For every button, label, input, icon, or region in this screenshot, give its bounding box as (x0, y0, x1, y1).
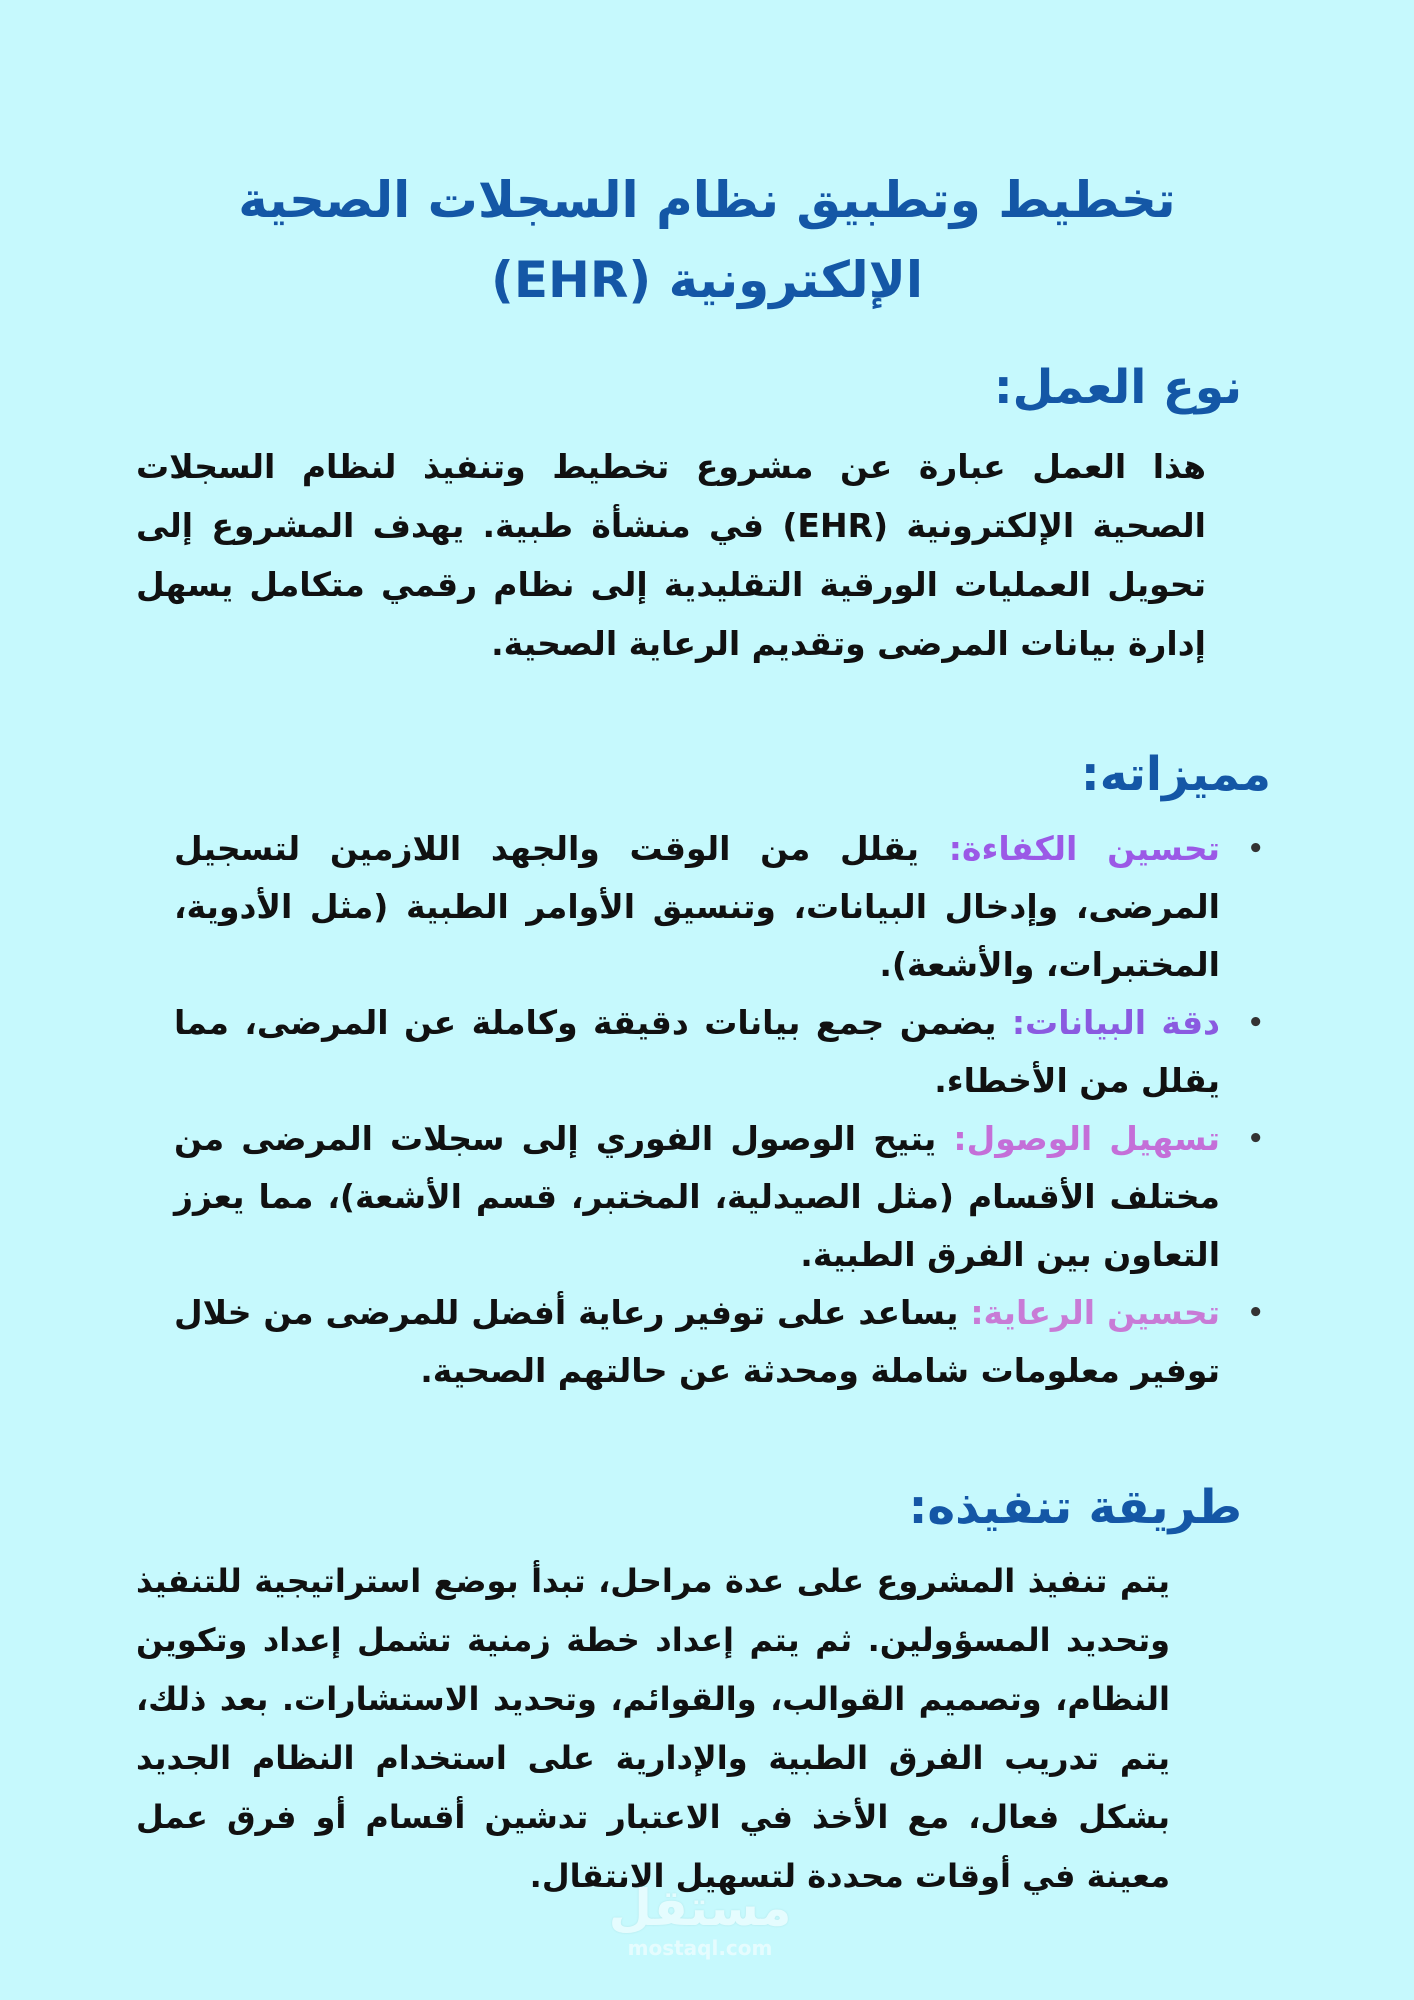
watermark-arabic: مستقل (608, 1879, 792, 1937)
bullet-icon: • (1247, 1008, 1264, 1038)
watermark-latin: mostaql.com (627, 1936, 773, 1960)
mostaql-watermark-logo (605, 1880, 795, 1960)
section-heading-features: مميزاته: (1080, 747, 1271, 802)
title-line-1: تخطيط وتطبيق نظام السجلات الصحية (238, 171, 1176, 229)
bullet-icon: • (1247, 834, 1264, 864)
bullet-icon: • (1247, 1124, 1264, 1154)
bullet-icon: • (1247, 1298, 1264, 1328)
feature-name: دقة البيانات: (1011, 1003, 1220, 1042)
feature-item (174, 1284, 1274, 1400)
feature-text: يقلل من الوقت والجهد اللازمين لتسجيل المرضى، وإدخال البيانات، وتنسيق الأوامر الطبية (مثل الأدوية، المختبرات، والأشعة). (174, 829, 1220, 984)
section-body-type: هذا العمل عبارة عن مشروع تخطيط وتنفيذ لنظام السجلات الصحية الإلكترونية (EHR) في منشأة طبية. يهدف المشروع إلى تحويل العمليات الورقية التقليدية إلى نظام رقمي متكامل يسهل إدارة بيانات المرضى وتقديم الرعاية الصحية. (136, 447, 1206, 663)
feature-item (174, 1110, 1274, 1284)
section-body-method: يتم تنفيذ المشروع على عدة مراحل، تبدأ بوضع استراتيجية للتنفيذ وتحديد المسؤولين. ثم يتم إعداد خطة زمنية تشمل إعداد وتكوين النظام، وتصميم القوالب، والقوائم، وتحديد الاستشارات. بعد ذلك، يتم تدريب الفرق الطبية والإدارية على استخدام النظام الجديد بشكل فعال، مع الأخذ في الاعتبار تدشين أقسام أو فرق عمل معينة في أوقات محددة لتسهيل الانتقال. (136, 1562, 1170, 1895)
feature-text: يضمن جمع بيانات دقيقة وكاملة عن المرضى، مما يقلل من الأخطاء. (174, 1003, 1220, 1100)
feature-text: يتيح الوصول الفوري إلى سجلات المرضى من مختلف الأقسام (مثل الصيدلية، المختبر، قسم الأشعة)، مما يعزز التعاون بين الفرق الطبية. (174, 1119, 1220, 1274)
feature-name: تسهيل الوصول: (953, 1119, 1220, 1158)
title-line-2: الإلكترونية (EHR) (491, 251, 923, 309)
feature-text: يساعد على توفير رعاية أفضل للمرضى من خلال توفير معلومات شاملة ومحدثة عن حالتهم الصحية. (174, 1293, 1220, 1390)
document-title (0, 160, 1414, 320)
features-list (174, 820, 1274, 1400)
feature-item (174, 820, 1274, 994)
section-heading-type: نوع العمل: (993, 360, 1242, 415)
section-heading-method: طريقة تنفيذه: (908, 1480, 1242, 1535)
feature-item (174, 994, 1274, 1110)
feature-name: تحسين الرعاية: (970, 1293, 1220, 1332)
feature-name: تحسين الكفاءة: (948, 829, 1221, 868)
